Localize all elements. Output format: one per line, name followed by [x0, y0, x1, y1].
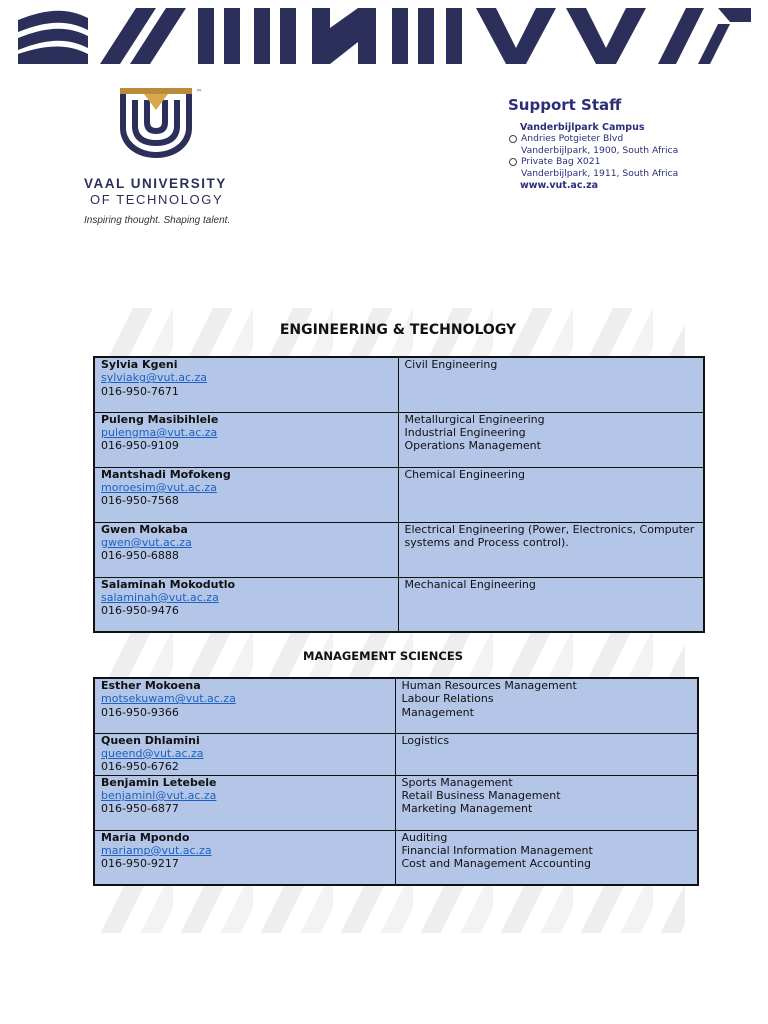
department-name: Management — [401, 705, 474, 719]
staff-department-cell — [395, 733, 698, 775]
staff-contact-cell — [94, 412, 398, 467]
staff-email-link[interactable]: sylviakg@vut.ac.za — [101, 371, 208, 385]
department-name: Retail Business Management — [401, 788, 561, 802]
address-line: Andries Potgieter Blvd — [521, 133, 748, 145]
management-section-title: MANAGEMENT SCIENCES — [303, 649, 463, 663]
staff-department-cell — [398, 577, 704, 632]
staff-phone: 016-950-6888 — [101, 549, 179, 563]
staff-department-cell — [395, 830, 698, 885]
university-subtitle: OF TECHNOLOGY — [90, 192, 224, 207]
department-name: Civil Engineering — [404, 358, 498, 371]
staff-phone: 016-950-9217 — [101, 857, 179, 871]
department-name: Logistics — [401, 733, 450, 747]
staff-name: Puleng Masibihlele — [101, 412, 219, 426]
department-name: Marketing Management — [401, 802, 533, 816]
staff-contact-cell — [94, 357, 398, 412]
engineering-section-title: ENGINEERING & TECHNOLOGY — [279, 322, 517, 338]
vut-emblem-icon — [120, 88, 204, 160]
staff-department-cell — [395, 678, 698, 733]
staff-name: Esther Mokoena — [101, 679, 201, 692]
staff-phone: 016-950-9109 — [101, 439, 179, 453]
contact-block — [508, 96, 748, 191]
staff-name: Maria Mpondo — [101, 830, 190, 844]
staff-row — [94, 522, 704, 577]
staff-phone: 016-950-6877 — [101, 802, 179, 816]
staff-phone: 016-950-6762 — [101, 760, 179, 774]
staff-name: Gwen Mokaba — [101, 522, 188, 536]
staff-contact-cell — [94, 522, 398, 577]
staff-row — [94, 467, 704, 522]
management-staff-table — [93, 677, 699, 886]
staff-row — [94, 678, 698, 733]
staff-email-link[interactable]: queend@vut.ac.za — [101, 746, 204, 760]
staff-email-link[interactable]: gwen@vut.ac.za — [101, 535, 192, 549]
staff-row — [94, 830, 698, 885]
staff-email-link[interactable]: pulengma@vut.ac.za — [101, 425, 218, 439]
department-name: Sports Management — [401, 775, 513, 789]
staff-phone: 016-950-7671 — [101, 384, 179, 398]
department-name: Labour Relations — [401, 692, 494, 706]
department-name: Operations Management — [404, 439, 541, 453]
mailbox-icon — [509, 158, 517, 166]
staff-email-link[interactable]: moroesim@vut.ac.za — [101, 480, 217, 494]
staff-contact-cell — [94, 577, 398, 632]
staff-department-cell — [398, 412, 704, 467]
address-line: Private Bag X021 — [521, 156, 748, 168]
department-name: Electrical Engineering (Power, Electronics, Computer systems and Process control). — [404, 522, 695, 549]
staff-name: Benjamin Letebele — [101, 775, 217, 789]
address-line: Vanderbijlpark, 1900, South Africa — [521, 144, 679, 156]
staff-email-link[interactable]: mariamp@vut.ac.za — [101, 843, 212, 857]
trademark-symbol: ™ — [196, 89, 202, 96]
staff-department-cell — [398, 467, 704, 522]
staff-department-cell — [395, 775, 698, 830]
staff-row — [94, 357, 704, 412]
staff-row — [94, 775, 698, 830]
location-icon — [509, 135, 517, 143]
staff-name: Sylvia Kgeni — [101, 358, 178, 371]
staff-row — [94, 577, 704, 632]
department-name: Chemical Engineering — [404, 467, 526, 481]
website-link[interactable]: www.vut.ac.za — [520, 180, 599, 191]
address-line: Vanderbijlpark, 1911, South Africa — [521, 167, 679, 179]
staff-row — [94, 733, 698, 775]
department-name: Cost and Management Accounting — [401, 857, 592, 871]
campus-name: Vanderbijlpark Campus — [520, 122, 645, 133]
tagline: Inspiring thought. Shaping talent. — [84, 215, 231, 226]
staff-department-cell — [398, 357, 704, 412]
staff-name: Salaminah Mokodutlo — [101, 577, 236, 591]
staff-email-link[interactable]: salaminah@vut.ac.za — [101, 590, 219, 604]
staff-department-cell — [398, 522, 704, 577]
department-name: Human Resources Management — [401, 679, 577, 692]
department-name: Mechanical Engineering — [404, 577, 536, 591]
staff-row — [94, 412, 704, 467]
engineering-staff-table — [93, 356, 705, 633]
university-logo — [84, 88, 254, 226]
staff-name: Queen Dhlamini — [101, 733, 200, 747]
department-name: Industrial Engineering — [404, 425, 526, 439]
staff-contact-cell — [94, 775, 395, 830]
staff-phone: 016-950-9476 — [101, 604, 179, 618]
staff-email-link[interactable]: motsekuwam@vut.ac.za — [101, 692, 236, 706]
department-name: Metallurgical Engineering — [404, 412, 545, 426]
staff-contact-cell — [94, 678, 395, 733]
department-name: Auditing — [401, 830, 448, 844]
department-name: Financial Information Management — [401, 843, 593, 857]
university-name: VAAL UNIVERSITY — [84, 176, 227, 191]
contact-title: Support Staff — [508, 96, 622, 114]
staff-phone: 016-950-7568 — [101, 494, 179, 508]
staff-contact-cell — [94, 830, 395, 885]
staff-contact-cell — [94, 733, 395, 775]
staff-email-link[interactable]: benjaminl@vut.ac.za — [101, 788, 217, 802]
decorative-banner — [18, 8, 751, 64]
staff-phone: 016-950-9366 — [101, 705, 179, 719]
staff-name: Mantshadi Mofokeng — [101, 467, 231, 481]
staff-contact-cell — [94, 467, 398, 522]
